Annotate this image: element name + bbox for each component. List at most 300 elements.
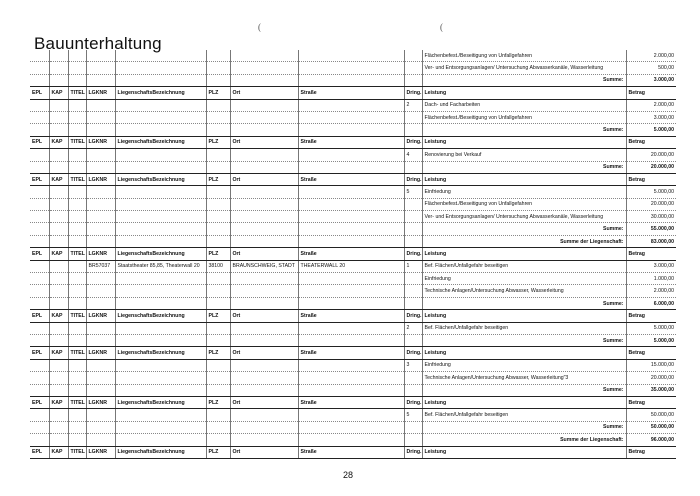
bez-cell xyxy=(115,409,206,421)
kap-cell xyxy=(49,322,68,334)
blank-cell xyxy=(230,235,298,247)
lgknr-cell xyxy=(86,273,115,285)
sum-label: Summe: xyxy=(422,297,626,309)
lgknr-cell xyxy=(86,285,115,297)
blank-cell xyxy=(68,223,86,235)
column-header: EPL xyxy=(30,396,49,408)
header-row xyxy=(30,310,676,322)
blank-cell xyxy=(86,421,115,433)
sum-value: 35.000,00 xyxy=(626,384,676,396)
lgknr-cell xyxy=(86,62,115,74)
leistung-cell: Einfriedung xyxy=(422,359,626,371)
column-header: Dring. xyxy=(404,310,422,322)
blank-cell xyxy=(206,421,230,433)
blank-cell xyxy=(30,434,49,446)
blank-cell xyxy=(298,434,404,446)
scan-mark: ( xyxy=(258,22,261,32)
strasse-cell xyxy=(298,111,404,123)
sum-value: 20.000,00 xyxy=(626,161,676,173)
blank-cell xyxy=(230,223,298,235)
column-header: Ort xyxy=(230,347,298,359)
blank-cell xyxy=(49,235,68,247)
bez-cell: Staatstheater 85,85, Theaterwall 20 xyxy=(115,260,206,272)
column-header: LiegenschaftsBezeichnung xyxy=(115,396,206,408)
column-header: Betrag xyxy=(626,310,676,322)
bez-cell xyxy=(115,359,206,371)
sum-label: Summe: xyxy=(422,223,626,235)
sum-value: 83.000,00 xyxy=(626,235,676,247)
column-header: EPL xyxy=(30,136,49,148)
column-header: LGKNR xyxy=(86,347,115,359)
table-row xyxy=(30,359,676,371)
kap-cell xyxy=(49,50,68,62)
column-header: Leistung xyxy=(422,396,626,408)
strasse-cell xyxy=(298,359,404,371)
bez-cell xyxy=(115,198,206,210)
table-row xyxy=(30,372,676,384)
epl-cell xyxy=(30,50,49,62)
maintenance-table xyxy=(30,50,676,459)
kap-cell xyxy=(49,273,68,285)
blank-cell xyxy=(298,223,404,235)
blank-cell xyxy=(298,235,404,247)
leistung-cell: Flächenbefest./Beseitigung von Unfallgefahren xyxy=(422,50,626,62)
blank-cell xyxy=(68,384,86,396)
column-header: PLZ xyxy=(206,396,230,408)
column-header: Straße xyxy=(298,136,404,148)
blank-cell xyxy=(30,161,49,173)
plz-cell xyxy=(206,99,230,111)
column-header: Straße xyxy=(298,173,404,185)
blank-cell xyxy=(86,297,115,309)
column-header: EPL xyxy=(30,173,49,185)
blank-cell xyxy=(206,297,230,309)
dring-cell: 5 xyxy=(404,409,422,421)
bez-cell xyxy=(115,99,206,111)
column-header: KAP xyxy=(49,136,68,148)
blank-cell xyxy=(206,161,230,173)
column-header: LGKNR xyxy=(86,136,115,148)
titel-cell xyxy=(68,359,86,371)
column-header: Dring. xyxy=(404,446,422,458)
sum-row xyxy=(30,74,676,86)
header-row xyxy=(30,136,676,148)
leistung-cell: Flächenbefest./Beseitigung von Unfallgefahren xyxy=(422,198,626,210)
ort-cell xyxy=(230,322,298,334)
plz-cell xyxy=(206,198,230,210)
column-header: Straße xyxy=(298,396,404,408)
blank-cell xyxy=(404,421,422,433)
leistung-cell: Einfriedung xyxy=(422,186,626,198)
bez-cell xyxy=(115,111,206,123)
column-header: Ort xyxy=(230,173,298,185)
sum-label: Summe: xyxy=(422,74,626,86)
titel-cell xyxy=(68,285,86,297)
ort-cell xyxy=(230,50,298,62)
leistung-cell: Technische Anlagen/Untersuchung Abwasser, Wasserleitung xyxy=(422,285,626,297)
lgknr-cell xyxy=(86,198,115,210)
blank-cell xyxy=(30,124,49,136)
blank-cell xyxy=(230,124,298,136)
ort-cell xyxy=(230,62,298,74)
sum-row xyxy=(30,384,676,396)
blank-cell xyxy=(86,235,115,247)
betrag-cell: 2.000,00 xyxy=(626,99,676,111)
blank-cell xyxy=(68,334,86,346)
blank-cell xyxy=(68,297,86,309)
column-header: KAP xyxy=(49,347,68,359)
ort-cell xyxy=(230,198,298,210)
strasse-cell xyxy=(298,322,404,334)
leistung-cell: Bef. Flächen/Unfallgefahr beseitigen xyxy=(422,409,626,421)
blank-cell xyxy=(230,334,298,346)
strasse-cell xyxy=(298,186,404,198)
blank-cell xyxy=(30,297,49,309)
dring-cell: 1 xyxy=(404,260,422,272)
column-header: LGKNR xyxy=(86,87,115,99)
epl-cell xyxy=(30,111,49,123)
plz-cell xyxy=(206,111,230,123)
column-header: Betrag xyxy=(626,136,676,148)
plz-cell xyxy=(206,372,230,384)
blank-cell xyxy=(206,124,230,136)
column-header: LiegenschaftsBezeichnung xyxy=(115,248,206,260)
table-row xyxy=(30,111,676,123)
column-header: KAP xyxy=(49,396,68,408)
titel-cell xyxy=(68,273,86,285)
column-header: Dring. xyxy=(404,396,422,408)
blank-cell xyxy=(115,334,206,346)
betrag-cell: 15.000,00 xyxy=(626,359,676,371)
ort-cell xyxy=(230,409,298,421)
column-header: TITEL xyxy=(68,396,86,408)
betrag-cell: 3.000,00 xyxy=(626,111,676,123)
ort-cell xyxy=(230,285,298,297)
column-header: EPL xyxy=(30,446,49,458)
sum-label: Summe: xyxy=(422,161,626,173)
column-header: EPL xyxy=(30,248,49,260)
blank-cell xyxy=(298,124,404,136)
column-header: LiegenschaftsBezeichnung xyxy=(115,446,206,458)
column-header: Betrag xyxy=(626,446,676,458)
dring-cell xyxy=(404,372,422,384)
column-header: Leistung xyxy=(422,310,626,322)
strasse-cell: THEATERWALL 20 xyxy=(298,260,404,272)
column-header: LGKNR xyxy=(86,396,115,408)
lgknr-cell xyxy=(86,211,115,223)
kap-cell xyxy=(49,198,68,210)
blank-cell xyxy=(86,334,115,346)
column-header: Leistung xyxy=(422,87,626,99)
dring-cell xyxy=(404,211,422,223)
column-header: Straße xyxy=(298,248,404,260)
table-row xyxy=(30,273,676,285)
sum-row xyxy=(30,124,676,136)
epl-cell xyxy=(30,322,49,334)
blank-cell xyxy=(49,434,68,446)
ort-cell xyxy=(230,273,298,285)
blank-cell xyxy=(49,384,68,396)
blank-cell xyxy=(68,235,86,247)
column-header: Ort xyxy=(230,446,298,458)
blank-cell xyxy=(49,74,68,86)
sum-label: Summe der Liegenschaft: xyxy=(422,235,626,247)
betrag-cell: 2.000,00 xyxy=(626,285,676,297)
plz-cell xyxy=(206,149,230,161)
dring-cell xyxy=(404,50,422,62)
plz-cell: 38100 xyxy=(206,260,230,272)
lgknr-cell xyxy=(86,372,115,384)
blank-cell xyxy=(115,235,206,247)
column-header: Leistung xyxy=(422,446,626,458)
column-header: Ort xyxy=(230,87,298,99)
dring-cell: 2 xyxy=(404,99,422,111)
epl-cell xyxy=(30,211,49,223)
dring-cell: 2 xyxy=(404,322,422,334)
kap-cell xyxy=(49,359,68,371)
dring-cell: 4 xyxy=(404,149,422,161)
lgknr-cell xyxy=(86,359,115,371)
column-header: TITEL xyxy=(68,87,86,99)
leistung-cell: Einfriedung xyxy=(422,273,626,285)
blank-cell xyxy=(404,124,422,136)
ort-cell xyxy=(230,111,298,123)
blank-cell xyxy=(230,297,298,309)
table-row xyxy=(30,260,676,272)
table-row xyxy=(30,186,676,198)
blank-cell xyxy=(68,434,86,446)
sum-value: 6.000,00 xyxy=(626,297,676,309)
column-header: EPL xyxy=(30,347,49,359)
blank-cell xyxy=(86,74,115,86)
table-row xyxy=(30,322,676,334)
blank-cell xyxy=(86,384,115,396)
blank-cell xyxy=(68,74,86,86)
betrag-cell: 1.000,00 xyxy=(626,273,676,285)
titel-cell xyxy=(68,186,86,198)
kap-cell xyxy=(49,186,68,198)
kap-cell xyxy=(49,260,68,272)
blank-cell xyxy=(404,297,422,309)
ort-cell xyxy=(230,211,298,223)
betrag-cell: 20.000,00 xyxy=(626,198,676,210)
column-header: KAP xyxy=(49,248,68,260)
lgknr-cell xyxy=(86,322,115,334)
blank-cell xyxy=(404,161,422,173)
column-header: LiegenschaftsBezeichnung xyxy=(115,173,206,185)
column-header: Straße xyxy=(298,87,404,99)
ort-cell xyxy=(230,186,298,198)
titel-cell xyxy=(68,50,86,62)
leistung-cell: Ver- und Entsorgungsanlagen/ Untersuchung Abwasserkanäle, Wasserleitung xyxy=(422,62,626,74)
blank-cell xyxy=(206,384,230,396)
plz-cell xyxy=(206,285,230,297)
plz-cell xyxy=(206,62,230,74)
lgknr-cell xyxy=(86,409,115,421)
kap-cell xyxy=(49,211,68,223)
epl-cell xyxy=(30,149,49,161)
sum-label: Summe: xyxy=(422,421,626,433)
dring-cell xyxy=(404,273,422,285)
sum-value: 5.000,00 xyxy=(626,334,676,346)
blank-cell xyxy=(30,235,49,247)
table-row xyxy=(30,62,676,74)
betrag-cell: 3.000,00 xyxy=(626,260,676,272)
page-title: Bauunterhaltung xyxy=(34,34,162,53)
sum-value: 50.000,00 xyxy=(626,421,676,433)
dring-cell xyxy=(404,285,422,297)
column-header: LiegenschaftsBezeichnung xyxy=(115,310,206,322)
table-body xyxy=(30,50,676,458)
column-header: Dring. xyxy=(404,173,422,185)
sum-label: Summe: xyxy=(422,124,626,136)
column-header: TITEL xyxy=(68,136,86,148)
column-header: Dring. xyxy=(404,248,422,260)
titel-cell xyxy=(68,322,86,334)
betrag-cell: 5.000,00 xyxy=(626,322,676,334)
blank-cell xyxy=(30,74,49,86)
blank-cell xyxy=(404,235,422,247)
sum-label: Summe: xyxy=(422,334,626,346)
blank-cell xyxy=(115,297,206,309)
column-header: LiegenschaftsBezeichnung xyxy=(115,87,206,99)
blank-cell xyxy=(115,124,206,136)
blank-cell xyxy=(206,223,230,235)
kap-cell xyxy=(49,99,68,111)
epl-cell xyxy=(30,260,49,272)
table-row xyxy=(30,409,676,421)
blank-cell xyxy=(404,334,422,346)
betrag-cell: 2.000,00 xyxy=(626,50,676,62)
column-header: EPL xyxy=(30,87,49,99)
column-header: LGKNR xyxy=(86,173,115,185)
blank-cell xyxy=(86,434,115,446)
lgknr-cell xyxy=(86,186,115,198)
blank-cell xyxy=(30,223,49,235)
sum-label: Summe: xyxy=(422,384,626,396)
blank-cell xyxy=(298,161,404,173)
betrag-cell: 30.000,00 xyxy=(626,211,676,223)
blank-cell xyxy=(86,223,115,235)
column-header: Dring. xyxy=(404,136,422,148)
blank-cell xyxy=(49,297,68,309)
column-header: KAP xyxy=(49,446,68,458)
header-row xyxy=(30,347,676,359)
sum-row xyxy=(30,434,676,446)
blank-cell xyxy=(115,223,206,235)
plz-cell xyxy=(206,50,230,62)
dring-cell xyxy=(404,111,422,123)
column-header: KAP xyxy=(49,310,68,322)
column-header: TITEL xyxy=(68,347,86,359)
dring-cell xyxy=(404,62,422,74)
column-header: PLZ xyxy=(206,136,230,148)
ort-cell xyxy=(230,149,298,161)
column-header: Betrag xyxy=(626,87,676,99)
epl-cell xyxy=(30,285,49,297)
column-header: Leistung xyxy=(422,347,626,359)
blank-cell xyxy=(115,421,206,433)
epl-cell xyxy=(30,62,49,74)
column-header: Straße xyxy=(298,446,404,458)
ort-cell: BRAUNSCHWEIG, STADT xyxy=(230,260,298,272)
epl-cell xyxy=(30,186,49,198)
blank-cell xyxy=(115,384,206,396)
column-header: Straße xyxy=(298,310,404,322)
blank-cell xyxy=(230,434,298,446)
bez-cell xyxy=(115,149,206,161)
column-header: Betrag xyxy=(626,173,676,185)
leistung-cell: Bef. Flächen/Unfallgefahr beseitigen xyxy=(422,260,626,272)
plz-cell xyxy=(206,211,230,223)
blank-cell xyxy=(230,74,298,86)
kap-cell xyxy=(49,62,68,74)
betrag-cell: 50.000,00 xyxy=(626,409,676,421)
blank-cell xyxy=(404,223,422,235)
column-header: PLZ xyxy=(206,347,230,359)
blank-cell xyxy=(206,235,230,247)
column-header: LiegenschaftsBezeichnung xyxy=(115,347,206,359)
header-row xyxy=(30,173,676,185)
table-row xyxy=(30,99,676,111)
lgknr-cell: BR57037 xyxy=(86,260,115,272)
titel-cell xyxy=(68,149,86,161)
ort-cell xyxy=(230,372,298,384)
column-header: Ort xyxy=(230,136,298,148)
leistung-cell: Bef. Flächen/Unfallgefahr beseitigen xyxy=(422,322,626,334)
blank-cell xyxy=(298,421,404,433)
epl-cell xyxy=(30,273,49,285)
blank-cell xyxy=(230,384,298,396)
sum-row xyxy=(30,334,676,346)
column-header: Leistung xyxy=(422,136,626,148)
blank-cell xyxy=(404,384,422,396)
table-row xyxy=(30,198,676,210)
bez-cell xyxy=(115,186,206,198)
dring-cell: 5 xyxy=(404,186,422,198)
column-header: LiegenschaftsBezeichnung xyxy=(115,136,206,148)
table-row xyxy=(30,149,676,161)
strasse-cell xyxy=(298,211,404,223)
ort-cell xyxy=(230,99,298,111)
leistung-cell: Ver- und Entsorgungsanlagen/ Untersuchung Abwasserkanäle, Wasserleitung xyxy=(422,211,626,223)
titel-cell xyxy=(68,211,86,223)
header-row xyxy=(30,87,676,99)
strasse-cell xyxy=(298,372,404,384)
titel-cell xyxy=(68,372,86,384)
betrag-cell: 5.000,00 xyxy=(626,186,676,198)
column-header: Leistung xyxy=(422,248,626,260)
column-header: LGKNR xyxy=(86,310,115,322)
plz-cell xyxy=(206,186,230,198)
column-header: KAP xyxy=(49,173,68,185)
sum-row xyxy=(30,161,676,173)
bez-cell xyxy=(115,285,206,297)
column-header: Ort xyxy=(230,396,298,408)
plz-cell xyxy=(206,273,230,285)
bez-cell xyxy=(115,322,206,334)
lgknr-cell xyxy=(86,149,115,161)
plz-cell xyxy=(206,322,230,334)
betrag-cell: 20.000,00 xyxy=(626,372,676,384)
lgknr-cell xyxy=(86,50,115,62)
blank-cell xyxy=(206,434,230,446)
blank-cell xyxy=(49,421,68,433)
blank-cell xyxy=(49,334,68,346)
plz-cell xyxy=(206,409,230,421)
ort-cell xyxy=(230,359,298,371)
column-header: KAP xyxy=(49,87,68,99)
